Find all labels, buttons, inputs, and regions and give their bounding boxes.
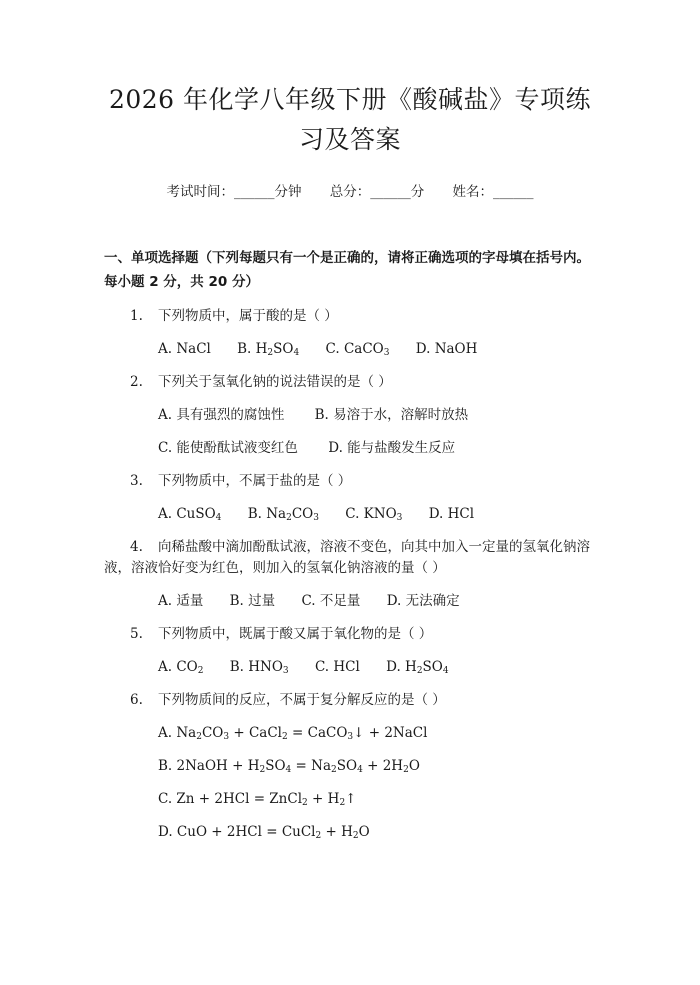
question-3-options: [104, 504, 596, 525]
option-c: C. $KNO_3$: [345, 506, 403, 523]
exam-time-field: 考试时间：______分钟: [166, 184, 302, 200]
option-b: B. 2NaOH + $H_2SO_4 = Na_2SO_4 + 2H_2O$: [158, 758, 420, 775]
question-5: [104, 624, 596, 645]
option-c: C. 不足量: [301, 593, 361, 609]
question-stem: 下列物质中，既属于酸又属于氧化物的是（ ）: [158, 626, 433, 642]
option-b: B. 过量: [229, 593, 276, 609]
option-a: A. 适量: [158, 593, 204, 609]
option-c: C. CaCO$_3$: [325, 341, 390, 358]
question-stem: 下列物质中，不属于盐的是（ ）: [158, 473, 352, 489]
student-name-field: 姓名：______: [452, 184, 534, 200]
question-number: 2.: [130, 374, 143, 390]
page-title: 2026 年化学八年级下册《酸碱盐》专项练习及答案: [108, 85, 592, 154]
total-score-field: 总分：______分: [329, 184, 425, 200]
option-a: A. $Na_2CO_3$ + CaCl$_2$ = CaCO$_3$↓ + 2NaCl: [158, 725, 428, 742]
option-c: C. HCl: [314, 659, 360, 675]
question-1: [104, 306, 596, 327]
option-c: C. 能使酚酞试液变红色: [158, 440, 298, 456]
option-a: A. CuSO$_4$: [158, 506, 222, 523]
question-6-options: [104, 723, 596, 843]
question-5-options: [104, 657, 596, 678]
option-d: D. $H_2SO_4$: [386, 659, 449, 676]
question-number: 6.: [130, 692, 143, 708]
option-d: D. HCl: [428, 506, 475, 522]
question-2-options-row-1: [104, 405, 596, 426]
question-number: 3.: [130, 473, 143, 489]
question-stem: 下列物质中，属于酸的是（ ）: [158, 308, 338, 324]
option-a: A. 具有强烈的腐蚀性: [158, 407, 285, 423]
option-b: B. $HNO_3$: [229, 659, 289, 676]
question-stem: 下列物质间的反应，不属于复分解反应的是（ ）: [158, 692, 446, 708]
option-d: D. 无法确定: [386, 593, 460, 609]
question-2-options-row-2: [104, 438, 596, 459]
question-stem: 下列关于氢氧化钠的说法错误的是（ ）: [158, 374, 392, 390]
option-d: D. 能与盐酸发生反应: [328, 440, 456, 456]
option-a: A. $CO_2$: [158, 659, 204, 676]
option-d: D. NaOH: [415, 341, 478, 357]
question-1-options: [104, 339, 596, 360]
option-b: B. 易溶于水，溶解时放热: [314, 407, 469, 423]
option-b: B. $Na_2CO_3$: [247, 506, 319, 523]
question-4-options: [104, 591, 596, 612]
question-3: [104, 471, 596, 492]
question-number: 1.: [130, 308, 143, 324]
exam-info-line: [104, 182, 596, 202]
exam-page: [0, 80, 700, 985]
question-number: 4.: [130, 539, 143, 555]
option-d: D. CuO + 2HCl = CuCl$_2$ + $H_2O$: [158, 824, 370, 841]
option-a: A. NaCl: [158, 341, 211, 357]
option-c: C. Zn + 2HCl = ZnCl$_2$ + $H_2↑$: [158, 791, 357, 808]
section-1-heading: 一、单项选择题（下列每题只有一个是正确的，请将正确选项的字母填在括号内。每小题 2 分，共 20 分）: [104, 250, 590, 290]
question-stem: 向稀盐酸中滴加酚酞试液，溶液不变色，向其中加入一定量的氢氧化钠溶液，溶液恰好变为红色，则加入的氢氧化钠溶液的量（ ）: [104, 539, 590, 576]
question-6: [104, 690, 596, 711]
question-number: 5.: [130, 626, 143, 642]
option-b: B. $H_2SO_4$: [237, 341, 300, 358]
question-4: [104, 537, 596, 579]
question-2: [104, 372, 596, 393]
